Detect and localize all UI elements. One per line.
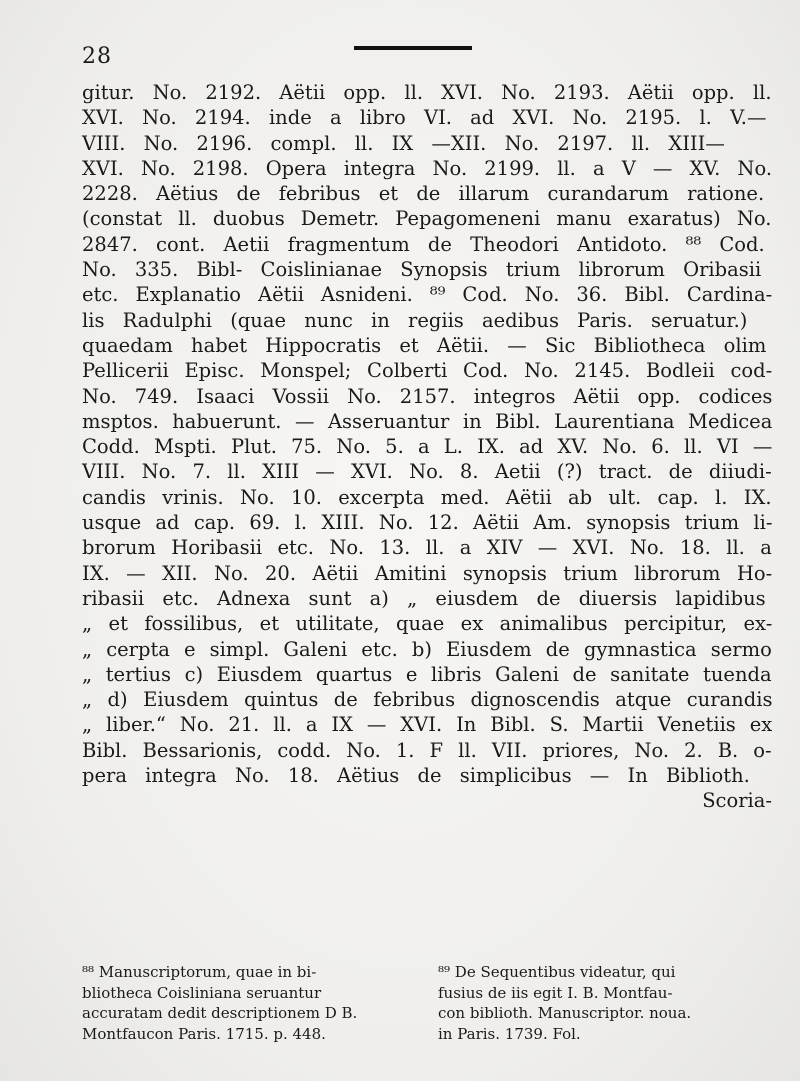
footnote-line: ⁸⁹ De Sequentibus videatur, qui	[438, 963, 676, 981]
text-line: No. 335. Bibl- Coislinianae Synopsis trium librorum Oribasii	[82, 258, 762, 282]
footnote-line: bliotheca Coisliniana seruantur	[82, 983, 322, 1002]
text-line: „ tertius c) Eiusdem quartus e libris Galeni de sanitate tuenda	[82, 662, 772, 686]
footnote-line: fusius de iis egit I. B. Montfau-	[438, 983, 673, 1002]
text-line: „ et fossilibus, et utilitate, quae ex animalibus percipitur, ex-	[82, 612, 773, 636]
text-line: „ cerpta e simpl. Galeni etc. b) Eiusdem de gymnastica sermo	[82, 637, 772, 661]
text-line: msptos. habuerunt. — Asseruantur in Bibl. Laurentiana Medicea	[82, 409, 773, 433]
text-line: No. 749. Isaaci Vossii No. 2157. integros Aëtii opp. codices	[82, 384, 773, 408]
text-line: „ d) Eiusdem quintus de febribus dignoscendis atque curandis	[82, 688, 773, 712]
text-line: Pellicerii Episc. Monspel; Colberti Cod. No. 2145. Bodleii cod-	[82, 359, 773, 383]
footnote-divider	[82, 954, 772, 955]
text-line: IX. — XII. No. 20. Aëtii Amitini synopsis trium librorum Ho-	[82, 561, 773, 585]
text-line: brorum Horibasii etc. No. 13. ll. a XIV — XVI. No. 18. ll. a	[82, 536, 772, 560]
text-line: VIII. No. 7. ll. XIII — XVI. No. 8. Aetii (?) tract. de diiudi-	[82, 460, 772, 484]
footnote-line: accuratam dedit descriptionem D B.	[82, 1004, 358, 1022]
body-text	[82, 80, 772, 814]
header-rule	[354, 46, 472, 50]
text-line: pera integra No. 18. Aëtius de simplicibus — In Biblioth.	[82, 764, 750, 788]
footnote-line: con biblioth. Manuscriptor. noua.	[438, 1004, 692, 1022]
text-line: „ liber.“ No. 21. ll. a IX — XVI. In Bibl. S. Martii Venetiis ex	[82, 713, 773, 737]
footnotes	[82, 962, 772, 1052]
text-line: usque ad cap. 69. l. XIII. No. 12. Aëtii Am. synopsis trium li-	[82, 511, 773, 535]
text-line: VIII. No. 2196. compl. ll. IX —XII. No. 2197. ll. XIII—	[82, 131, 725, 155]
text-line: gitur. No. 2192. Aëtii opp. ll. XVI. No. 2193. Aëtii opp. ll.	[82, 81, 772, 104]
text-line: Codd. Mspti. Plut. 75. No. 5. a L. IX. ad XV. No. 6. ll. VI —	[82, 435, 773, 459]
text-line: 2228. Aëtius de febribus et de illarum curandarum ratione.	[82, 182, 765, 206]
footnote-89	[438, 962, 768, 1044]
footnote-line: Montfaucon Paris. 1715. p. 448.	[82, 1024, 326, 1043]
text-line: quaedam habet Hippocratis et Aëtii. — Sic Bibliotheca olim	[82, 333, 767, 357]
page-header	[82, 40, 762, 76]
footnote-line: in Paris. 1739. Fol.	[438, 1024, 581, 1043]
text-line: (constat ll. duobus Demetr. Pepagomeneni manu exaratus) No.	[82, 207, 772, 231]
text-line: lis Radulphi (quae nunc in regiis aedibus Paris. seruatur.)	[82, 308, 748, 332]
text-line: 2847. cont. Aetii fragmentum de Theodori Antidoto. ⁸⁸ Cod.	[82, 232, 765, 256]
text-line: XVI. No. 2198. Opera integra No. 2199. ll. a V — XV. No.	[82, 156, 773, 180]
footnote-88	[82, 962, 412, 1044]
page-number: 28	[82, 44, 112, 69]
text-line: candis vrinis. No. 10. excerpta med. Aëtii ab ult. cap. l. IX.	[82, 485, 772, 509]
text-line: etc. Explanatio Aëtii Asnideni. ⁸⁹ Cod. No. 36. Bibl. Cardina-	[82, 283, 773, 307]
text-line: ribasii etc. Adnexa sunt a) „ eiusdem de diuersis lapidibus	[82, 586, 766, 610]
text-line: XVI. No. 2194. inde a libro VI. ad XVI. No. 2195. l. V.—	[82, 106, 767, 130]
text-line: Bibl. Bessarionis, codd. No. 1. F ll. VII. priores, No. 2. B. o-	[82, 738, 772, 762]
text-line: Scoria-	[702, 789, 772, 813]
footnote-line: ⁸⁸ Manuscriptorum, quae in bi-	[82, 963, 317, 981]
